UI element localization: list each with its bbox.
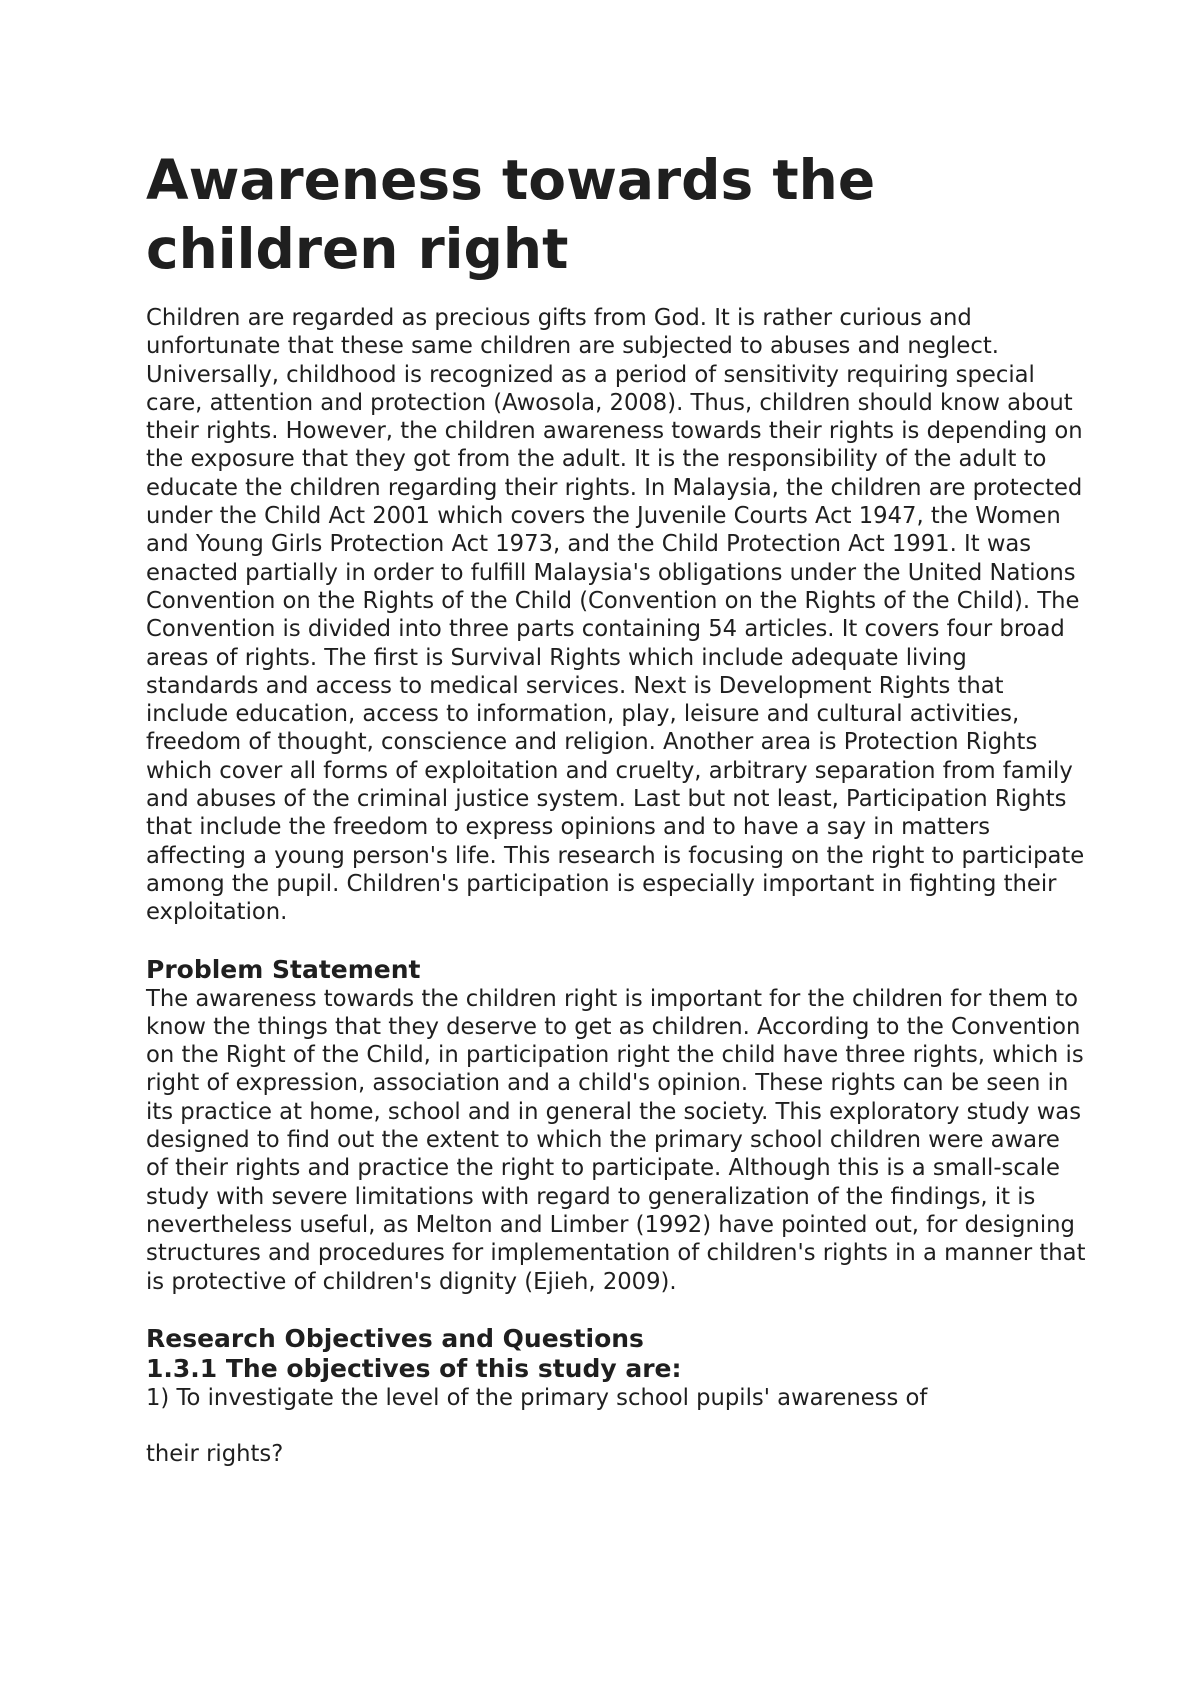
problem-statement-heading: Problem Statement	[146, 954, 421, 984]
problem-statement-paragraph: The awareness towards the children right is important for the children for them to know the things that they deserve to get as children. According to the Convention on the Right of the Child, in participation right the child have three rights, which is right of expression, association and a child's opinion. These rights can be seen in its practice at home, school and in general the society. This exploratory study was designed to find out the extent to which the primary school children were aware of their rights and practice the right to participate. Although this is a small-scale study with severe limitations with regard to generalization of the findings, it is nevertheless useful, as Melton and Limber (1992) have pointed out, for designing structures and procedures for implementation of children's rights in a manner that is protective of children's dignity (Ejieh, 2009).	[146, 985, 1086, 1295]
document-body	[146, 146, 1086, 1468]
intro-paragraph: Children are regarded as precious gifts from God. It is rather curious and unfortunate that these same children are subjected to abuses and neglect. Universally, childhood is recognized as a period of sensitivity requiring special care, attention and protection (Awosola, 2008). Thus, children should know about their rights. However, the children awareness towards their rights is depending on the exposure that they got from the adult. It is the responsibility of the adult to educate the children regarding their rights. In Malaysia, the children are protected under the Child Act 2001 which covers the Juvenile Courts Act 1947, the Women and Young Girls Protection Act 1973, and the Child Protection Act 1991. It was enacted partially in order to fulfill Malaysia's obligations under the United Nations Convention on the Rights of the Child (Convention on the Rights of the Child). The Convention is divided into three parts containing 54 articles. It covers four broad areas of rights. The first is Survival Rights which include adequate living standards and access to medical services. Next is Development Rights that include education, access to information, play, leisure and cultural activities, freedom of thought, conscience and religion. Another area is Protection Rights which cover all forms of exploitation and cruelty, arbitrary separation from family and abuses of the criminal justice system. Last but not least, Participation Rights that include the freedom to express opinions and to have a say in matters affecting a young person's life. This research is focusing on the right to participate among the pupil. Children's participation is especially important in fighting their exploitation.	[146, 305, 1085, 926]
document-title: Awareness towards the children right	[146, 148, 876, 281]
objective-item-1-continuation: their rights?	[146, 1441, 284, 1468]
objectives-subheading: 1.3.1 The objectives of this study are:	[146, 1353, 682, 1383]
research-objectives-heading: Research Objectives and Questions	[146, 1323, 644, 1353]
objective-item-1: 1) To investigate the level of the primary school pupils' awareness of	[146, 1384, 928, 1411]
